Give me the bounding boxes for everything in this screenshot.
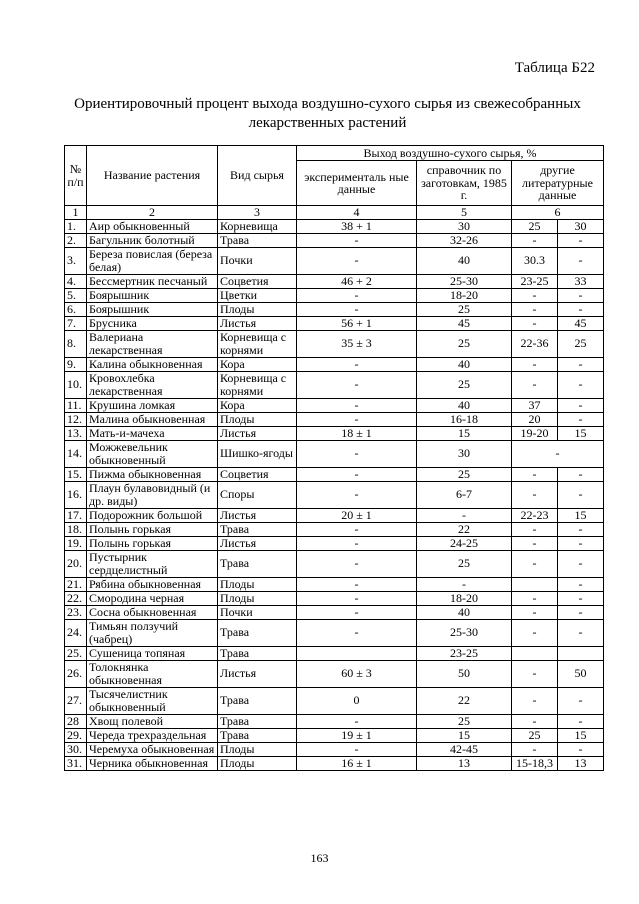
- plant-name: Рябина обыкновенная: [87, 577, 218, 591]
- experimental-value: 18 ± 1: [297, 426, 417, 440]
- other-value: 37: [512, 398, 558, 412]
- page-title: Ориентировочный процент выхода воздушно-сухого сырья из свежесобранных лекарственных растений: [74, 96, 581, 131]
- handbook-value: 25-30: [417, 274, 512, 288]
- other-value: -: [512, 742, 558, 756]
- yield-table: [64, 145, 604, 771]
- raw-material-type: Соцветия: [218, 467, 297, 481]
- other-value: -: [558, 522, 604, 536]
- table-row: [65, 728, 604, 742]
- plant-name: Брусника: [87, 316, 218, 330]
- other-value: -: [558, 714, 604, 728]
- plant-name: Черника обыкновенная: [87, 756, 218, 770]
- other-value: 22-36: [512, 330, 558, 357]
- plant-name: Толокнянка обыкновенная: [87, 660, 218, 687]
- handbook-value: 50: [417, 660, 512, 687]
- plant-name: Череда трехраздельная: [87, 728, 218, 742]
- other-value: 30: [558, 219, 604, 233]
- plant-name: Боярышник: [87, 302, 218, 316]
- plant-name: Хвощ полевой: [87, 714, 218, 728]
- raw-material-type: Цветки: [218, 288, 297, 302]
- table-row: [65, 274, 604, 288]
- raw-material-type: Соцветия: [218, 274, 297, 288]
- header-type: Вид сырья: [218, 146, 297, 206]
- plant-name: Подорожник большой: [87, 508, 218, 522]
- raw-material-type: Плоды: [218, 412, 297, 426]
- table-label: Таблица Б22: [514, 60, 595, 76]
- row-number: 15.: [65, 467, 87, 481]
- experimental-value: -: [297, 288, 417, 302]
- other-value: [558, 646, 604, 660]
- plant-name: Аир обыкновенный: [87, 219, 218, 233]
- other-value: -: [558, 247, 604, 274]
- experimental-value: 0: [297, 687, 417, 714]
- experimental-value: -: [297, 714, 417, 728]
- col-number: 4: [297, 206, 417, 220]
- table-row: [65, 302, 604, 316]
- plant-name: Смородина черная: [87, 591, 218, 605]
- handbook-value: 25: [417, 550, 512, 577]
- other-value: -: [558, 288, 604, 302]
- table-row: [65, 756, 604, 770]
- experimental-value: -: [297, 619, 417, 646]
- handbook-value: 25: [417, 714, 512, 728]
- other-value: 33: [558, 274, 604, 288]
- plant-name: Мать-и-мачеха: [87, 426, 218, 440]
- row-number: 29.: [65, 728, 87, 742]
- table-row: [65, 357, 604, 371]
- handbook-value: 23-25: [417, 646, 512, 660]
- raw-material-type: Корневища с корнями: [218, 371, 297, 398]
- other-value: 45: [558, 316, 604, 330]
- handbook-value: 6-7: [417, 481, 512, 508]
- plant-name: Можжевельник обыкновенный: [87, 440, 218, 467]
- plant-name: Калина обыкновенная: [87, 357, 218, 371]
- table-row: [65, 660, 604, 687]
- row-number: 23.: [65, 605, 87, 619]
- row-number: 22.: [65, 591, 87, 605]
- row-number: 7.: [65, 316, 87, 330]
- experimental-value: -: [297, 591, 417, 605]
- experimental-value: -: [297, 440, 417, 467]
- row-number: 9.: [65, 357, 87, 371]
- row-number: 17.: [65, 508, 87, 522]
- row-number: 8.: [65, 330, 87, 357]
- raw-material-type: Корневища с корнями: [218, 330, 297, 357]
- table-row: [65, 233, 604, 247]
- plant-name: Полынь горькая: [87, 522, 218, 536]
- other-value: -: [512, 714, 558, 728]
- raw-material-type: Трава: [218, 646, 297, 660]
- row-number: 4.: [65, 274, 87, 288]
- other-value: 50: [558, 660, 604, 687]
- table-row: [65, 646, 604, 660]
- other-value: -: [558, 687, 604, 714]
- other-value: -: [512, 440, 604, 467]
- header-name: Название растения: [87, 146, 218, 206]
- other-value: 25: [558, 330, 604, 357]
- handbook-value: 15: [417, 426, 512, 440]
- other-value: -: [512, 233, 558, 247]
- raw-material-type: Листья: [218, 316, 297, 330]
- table-row: [65, 550, 604, 577]
- row-number: 18.: [65, 522, 87, 536]
- other-value: -: [512, 522, 558, 536]
- experimental-value: -: [297, 522, 417, 536]
- row-number: 2.: [65, 233, 87, 247]
- experimental-value: -: [297, 550, 417, 577]
- table-row: [65, 687, 604, 714]
- other-value: -: [512, 302, 558, 316]
- handbook-value: 30: [417, 440, 512, 467]
- header-yield-group: Выход воздушно-сухого сырья, %: [297, 146, 604, 161]
- row-number: 31.: [65, 756, 87, 770]
- other-value: -: [558, 233, 604, 247]
- other-value: -: [512, 605, 558, 619]
- other-value: -: [512, 619, 558, 646]
- other-value: -: [512, 536, 558, 550]
- other-value: -: [558, 591, 604, 605]
- row-number: 5.: [65, 288, 87, 302]
- other-value: -: [512, 550, 558, 577]
- plant-name: Сушеница топяная: [87, 646, 218, 660]
- table-row: [65, 371, 604, 398]
- col-number: 1: [65, 206, 87, 220]
- experimental-value: 20 ± 1: [297, 508, 417, 522]
- table-row: [65, 481, 604, 508]
- plant-name: Пижма обыкновенная: [87, 467, 218, 481]
- raw-material-type: Трава: [218, 687, 297, 714]
- table-row: [65, 508, 604, 522]
- raw-material-type: Плоды: [218, 591, 297, 605]
- raw-material-type: Корневища: [218, 219, 297, 233]
- table-row: [65, 440, 604, 467]
- handbook-value: 32-26: [417, 233, 512, 247]
- raw-material-type: Почки: [218, 247, 297, 274]
- row-number: 25.: [65, 646, 87, 660]
- other-value: 15: [558, 728, 604, 742]
- table-row: [65, 412, 604, 426]
- other-value: -: [512, 288, 558, 302]
- table-row: [65, 619, 604, 646]
- row-number: 27.: [65, 687, 87, 714]
- table-body: [65, 219, 604, 770]
- handbook-value: 25: [417, 371, 512, 398]
- handbook-value: 25-30: [417, 619, 512, 646]
- table-row: [65, 288, 604, 302]
- raw-material-type: Листья: [218, 426, 297, 440]
- header-handbook: справочник по заготовкам, 1985 г.: [417, 161, 512, 206]
- raw-material-type: Трава: [218, 714, 297, 728]
- row-number: 30.: [65, 742, 87, 756]
- row-number: 11.: [65, 398, 87, 412]
- header-num: № п/п: [65, 146, 87, 206]
- table-row: [65, 330, 604, 357]
- other-value: 22-23: [512, 508, 558, 522]
- other-value: -: [558, 302, 604, 316]
- experimental-value: -: [297, 357, 417, 371]
- experimental-value: -: [297, 233, 417, 247]
- other-value: -: [558, 550, 604, 577]
- other-value: -: [558, 371, 604, 398]
- experimental-value: 35 ± 3: [297, 330, 417, 357]
- raw-material-type: Трава: [218, 728, 297, 742]
- plant-name: Пустырник сердцелистный: [87, 550, 218, 577]
- experimental-value: 19 ± 1: [297, 728, 417, 742]
- other-value: -: [558, 357, 604, 371]
- table-row: [65, 714, 604, 728]
- other-value: -: [558, 398, 604, 412]
- raw-material-type: Листья: [218, 508, 297, 522]
- handbook-value: 40: [417, 247, 512, 274]
- row-number: 28: [65, 714, 87, 728]
- raw-material-type: Трава: [218, 233, 297, 247]
- table-row: [65, 577, 604, 591]
- raw-material-type: Почки: [218, 605, 297, 619]
- plant-name: Сосна обыкновенная: [87, 605, 218, 619]
- table-row: [65, 316, 604, 330]
- other-value: -: [558, 536, 604, 550]
- plant-name: Кровохлебка лекарственная: [87, 371, 218, 398]
- plant-name: Береза повислая (береза белая): [87, 247, 218, 274]
- experimental-value: 56 + 1: [297, 316, 417, 330]
- other-value: 15-18,3: [512, 756, 558, 770]
- raw-material-type: Плоды: [218, 302, 297, 316]
- raw-material-type: Плоды: [218, 756, 297, 770]
- raw-material-type: Шишко-ягоды: [218, 440, 297, 467]
- raw-material-type: Споры: [218, 481, 297, 508]
- row-number: 26.: [65, 660, 87, 687]
- plant-name: Крушина ломкая: [87, 398, 218, 412]
- table-row: [65, 591, 604, 605]
- experimental-value: -: [297, 247, 417, 274]
- other-value: -: [512, 371, 558, 398]
- experimental-value: -: [297, 577, 417, 591]
- raw-material-type: Трава: [218, 619, 297, 646]
- table-row: [65, 605, 604, 619]
- experimental-value: -: [297, 481, 417, 508]
- other-value: 23-25: [512, 274, 558, 288]
- plant-name: Бессмертник песчаный: [87, 274, 218, 288]
- raw-material-type: Листья: [218, 536, 297, 550]
- plant-name: Полынь горькая: [87, 536, 218, 550]
- raw-material-type: Кора: [218, 357, 297, 371]
- col-number: 6: [512, 206, 604, 220]
- handbook-value: 40: [417, 398, 512, 412]
- raw-material-type: Трава: [218, 550, 297, 577]
- handbook-value: 22: [417, 687, 512, 714]
- other-value: -: [558, 619, 604, 646]
- col-number: 5: [417, 206, 512, 220]
- row-number: 10.: [65, 371, 87, 398]
- other-value: -: [558, 481, 604, 508]
- table-row: [65, 467, 604, 481]
- experimental-value: -: [297, 605, 417, 619]
- table-row: [65, 219, 604, 233]
- other-value: 15: [558, 426, 604, 440]
- experimental-value: 60 ± 3: [297, 660, 417, 687]
- experimental-value: 46 + 2: [297, 274, 417, 288]
- experimental-value: -: [297, 371, 417, 398]
- experimental-value: [297, 646, 417, 660]
- experimental-value: -: [297, 302, 417, 316]
- row-number: 6.: [65, 302, 87, 316]
- other-value: -: [512, 481, 558, 508]
- handbook-value: -: [417, 577, 512, 591]
- other-value: 15: [558, 508, 604, 522]
- row-number: 21.: [65, 577, 87, 591]
- table-row: [65, 742, 604, 756]
- plant-name: Тысячелистник обыкновенный: [87, 687, 218, 714]
- plant-name: Малина обыкновенная: [87, 412, 218, 426]
- col-number: 2: [87, 206, 218, 220]
- handbook-value: 22: [417, 522, 512, 536]
- raw-material-type: Плоды: [218, 577, 297, 591]
- other-value: -: [512, 467, 558, 481]
- experimental-value: -: [297, 412, 417, 426]
- handbook-value: 16-18: [417, 412, 512, 426]
- other-value: 25: [512, 219, 558, 233]
- row-number: 1.: [65, 219, 87, 233]
- handbook-value: 15: [417, 728, 512, 742]
- other-value: 25: [512, 728, 558, 742]
- other-value: -: [512, 660, 558, 687]
- handbook-value: 30: [417, 219, 512, 233]
- handbook-value: -: [417, 508, 512, 522]
- experimental-value: 38 + 1: [297, 219, 417, 233]
- handbook-value: 18-20: [417, 288, 512, 302]
- experimental-value: -: [297, 742, 417, 756]
- plant-name: Тимьян ползучий (чабрец): [87, 619, 218, 646]
- experimental-value: -: [297, 467, 417, 481]
- plant-name: Черемуха обыкновенная: [87, 742, 218, 756]
- handbook-value: 18-20: [417, 591, 512, 605]
- other-value: [512, 577, 558, 591]
- other-value: -: [558, 412, 604, 426]
- experimental-value: -: [297, 536, 417, 550]
- raw-material-type: Плоды: [218, 742, 297, 756]
- col-number: 3: [218, 206, 297, 220]
- handbook-value: 40: [417, 605, 512, 619]
- other-value: 13: [558, 756, 604, 770]
- other-value: [512, 646, 558, 660]
- page-number: 163: [310, 851, 329, 865]
- row-number: 24.: [65, 619, 87, 646]
- raw-material-type: Листья: [218, 660, 297, 687]
- handbook-value: 25: [417, 302, 512, 316]
- experimental-value: -: [297, 398, 417, 412]
- plant-name: Боярышник: [87, 288, 218, 302]
- other-value: 30.3: [512, 247, 558, 274]
- table-row: [65, 536, 604, 550]
- table-row: [65, 398, 604, 412]
- row-number: 3.: [65, 247, 87, 274]
- raw-material-type: Трава: [218, 522, 297, 536]
- other-value: -: [512, 357, 558, 371]
- table-row: [65, 426, 604, 440]
- row-number: 12.: [65, 412, 87, 426]
- row-number: 19.: [65, 536, 87, 550]
- handbook-value: 25: [417, 330, 512, 357]
- table-row: [65, 522, 604, 536]
- row-number: 16.: [65, 481, 87, 508]
- header-other: другие литературные данные: [512, 161, 604, 206]
- header-experimental: эксперименталь ные данные: [297, 161, 417, 206]
- other-value: -: [512, 316, 558, 330]
- other-value: 20: [512, 412, 558, 426]
- handbook-value: 24-25: [417, 536, 512, 550]
- other-value: 19-20: [512, 426, 558, 440]
- experimental-value: 16 ± 1: [297, 756, 417, 770]
- handbook-value: 25: [417, 467, 512, 481]
- table-row: [65, 247, 604, 274]
- row-number: 13.: [65, 426, 87, 440]
- row-number: 14.: [65, 440, 87, 467]
- other-value: -: [558, 577, 604, 591]
- plant-name: Валериана лекарственная: [87, 330, 218, 357]
- other-value: -: [558, 467, 604, 481]
- raw-material-type: Кора: [218, 398, 297, 412]
- other-value: -: [512, 687, 558, 714]
- row-number: 20.: [65, 550, 87, 577]
- handbook-value: 40: [417, 357, 512, 371]
- handbook-value: 42-45: [417, 742, 512, 756]
- handbook-value: 13: [417, 756, 512, 770]
- other-value: -: [558, 605, 604, 619]
- other-value: -: [512, 591, 558, 605]
- plant-name: Плаун булавовидный (и др. виды): [87, 481, 218, 508]
- handbook-value: 45: [417, 316, 512, 330]
- other-value: -: [558, 742, 604, 756]
- plant-name: Багульник болотный: [87, 233, 218, 247]
